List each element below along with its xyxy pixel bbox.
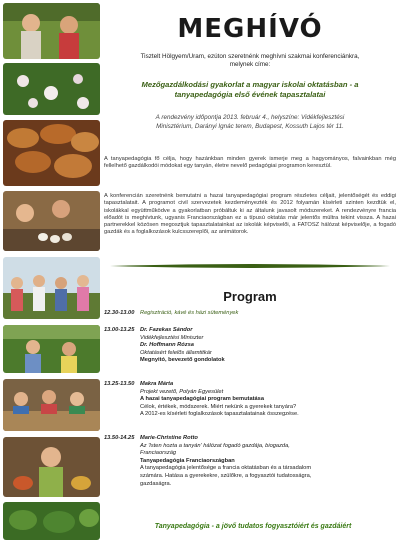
speaker-role: Oktatásért felelős államtitkár [140, 349, 212, 356]
conference-title-line-1: Mezőgazdálkodási gyakorlat a magyar iskolai oktatásban - a [141, 80, 359, 89]
talk-description: számára. Hatása a gyerekekre, szülőkre, a fogyasztói tudatosságra, [140, 472, 312, 479]
schedule-line: Regisztráció, kávé és házi sütemények [140, 310, 239, 316]
photo-bread-loaves [3, 120, 100, 186]
photo-kids-at-table [3, 379, 100, 431]
talk-title: A hazai tanyapedagógiai program bemutatása [140, 396, 264, 403]
schedule-time: 13.25-13.50 [104, 381, 135, 387]
photo-children-group-outdoors [3, 257, 100, 319]
speaker-role: Vidékfejlesztési Miniszter [140, 334, 204, 341]
speaker-name: Marie-Christine Rotto [140, 435, 198, 441]
invitation-content [104, 0, 396, 543]
speaker-name: Dr. Fazekas Sándor [140, 327, 193, 333]
talk-description: A 2012-es kísérleti foglalkozások tapasztalatainak összegzése. [140, 411, 299, 418]
intro-line-2: melynek címe: [229, 61, 271, 68]
speaker-role: Franciaország [140, 450, 177, 457]
green-divider [110, 263, 390, 269]
intro-text [104, 53, 396, 69]
photo-girls-with-plants [3, 3, 100, 59]
invitation-title: MEGHÍVÓ [177, 14, 323, 44]
schedule-time: 12.30-13.00 [104, 310, 135, 316]
photo-children-in-field [3, 325, 100, 373]
talk-title: Megnyitó, bevezető gondolatok [140, 357, 225, 364]
schedule-time: 13.00-13.25 [104, 327, 135, 333]
speaker-role: Projekt vezető, Polyán Egyesület [140, 388, 224, 395]
venue-line-2: Minisztérium, Darányi Ignác terem, Budapest, Kossuth Lajos tér 11. [156, 122, 344, 130]
speaker-role: Az 'Isten hozta a tanyán' hálózat fogadó gazdája, biogazda, [140, 442, 290, 449]
program-heading: Program [223, 289, 277, 304]
talk-title: Tanyapedagógia Franciaországban [140, 457, 235, 464]
photo-flowers-garden [3, 63, 100, 115]
paragraph-details: A konferencián szeretnénk bemutatni a hazai tanyapedagógiai program részletes céljait, jelentőségét és eddigi tapasztalatait. A programot civil szervezetek kezdeményezték és 2012 folyamán kísérleti szinten kezdtük el, iskolákkal együttműködve a gyakorlatban próbáltuk ki az általunk javasolt módszereket. A rendezvényre francia előadót is meghívtunk, ugyanis Franciaországban ez a típusú oktatás már jelentős múltra tekint vissza. A hazai partnerekkel közösen megosztjuk tapasztalatainkat az iskolák képviselői, a FATOSZ hálózat képviselője, a fogadó gazdák és a foglalkozások kulcsszereplői, az animátorok. [104, 193, 396, 236]
conference-title [104, 80, 396, 100]
schedule-time: 13.50-14.25 [104, 435, 135, 441]
conference-title-line-2: tanyapedagógia első évének tapasztalatai [174, 90, 326, 99]
intro-line-1: Tisztelt Hölgyem/Uram, ezúton szeretnénk meghívni szakmai konferenciánkra, [140, 53, 360, 60]
speaker-name: Makra Márta [140, 381, 174, 387]
photo-strip [3, 3, 100, 540]
venue-line-1: A rendezvény időpontja 2013. február 4., helyszíne: Vidékfejlesztési [155, 114, 345, 121]
paragraph-goal: A tanyapedagógia fő célja, hogy hazánkban minden gyerek ismerje meg a hagyományos, falvainkban még fellelhető gazdálkodói módokat egy tanyán, életre nevelő pedagógiai programon keresztül. [104, 156, 396, 170]
talk-description: Célok, értékek, módszerek. Miért nekünk a gyerekek tanyára? [140, 403, 297, 410]
photo-child-with-vegetables [3, 437, 100, 497]
talk-description: A tanyapedagógia jelentősége a francia oktatásban és a társadalom [140, 465, 312, 472]
photo-children-eggs [3, 191, 100, 251]
venue-info [104, 114, 396, 131]
photo-plants-greenery [3, 502, 100, 540]
footer-slogan: Tanyapedagógia - a jövő tudatos fogyasztóiért és gazdáiért [154, 523, 352, 530]
talk-description: gazdaságra. [140, 480, 172, 487]
speaker-name: Dr. Hoffmann Rózsa [140, 342, 194, 349]
